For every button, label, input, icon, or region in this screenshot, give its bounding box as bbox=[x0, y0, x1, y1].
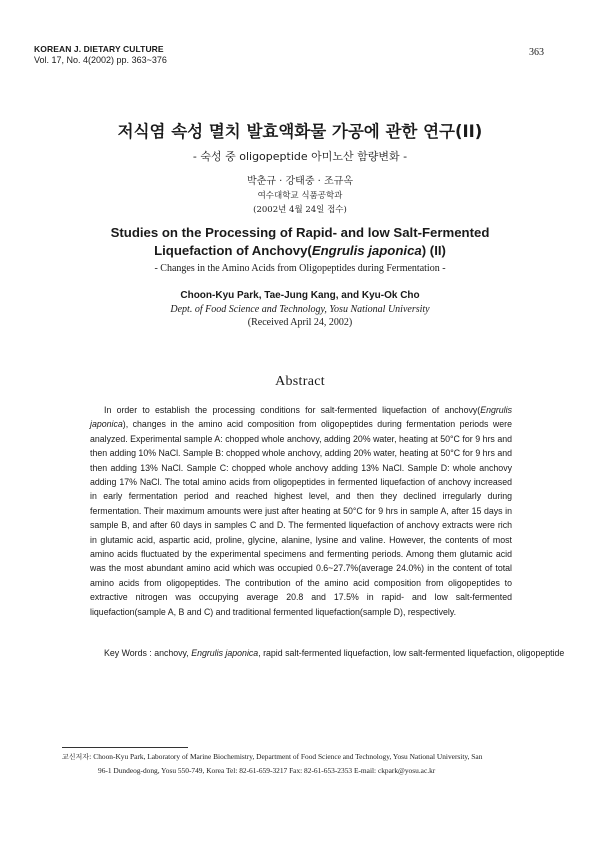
journal-name: KOREAN J. DIETARY CULTURE bbox=[34, 44, 164, 54]
korean-received-date: (2002년 4월 24일 접수) bbox=[253, 205, 347, 215]
english-authors: Choon-Kyu Park, Tae-Jung Kang, and Kyu-Ok Cho bbox=[180, 290, 420, 301]
english-title-line1: Studies on the Processing of Rapid- and low Salt-Fermented bbox=[110, 225, 490, 240]
english-title-line2-a: Liquefaction of Anchovy( bbox=[154, 243, 312, 258]
english-title-species: Engrulis japonica bbox=[311, 243, 422, 258]
footnote-label: 교신저자: bbox=[62, 753, 92, 761]
english-title-line2-b: ) (II) bbox=[421, 243, 446, 258]
english-department: Dept. of Food Science and Technology, Yosu National University bbox=[170, 304, 430, 315]
footnote-line2: 96-1 Dundeog-dong, Yosu 550-749, Korea Tel: 82-61-659-3217 Fax: 82-61-653-2353 E-mail: ckpark@yosu.ac.kr bbox=[98, 766, 436, 775]
keywords-part1: anchovy, bbox=[151, 648, 192, 658]
english-title-line2 bbox=[0, 242, 600, 260]
abstract-body bbox=[90, 403, 512, 619]
page-number: 363 bbox=[529, 47, 544, 58]
footnote-line1-text: Choon-Kyu Park, Laboratory of Marine Biochemistry, Department of Food Science and Technology, Yosu National University, San bbox=[91, 752, 483, 761]
keywords-part2: , rapid salt-fermented liquefaction, low salt-fermented liquefaction, oligopeptide bbox=[258, 648, 565, 658]
korean-authors: 박춘규 · 강태중 · 조규옥 bbox=[246, 176, 353, 187]
keywords bbox=[104, 646, 578, 660]
keywords-label: Key Words : bbox=[104, 648, 152, 658]
footnote-line1 bbox=[62, 750, 548, 764]
abstract-species: Engrulis japonica bbox=[90, 405, 512, 430]
abstract-heading: Abstract bbox=[275, 374, 325, 389]
english-received-date: (Received April 24, 2002) bbox=[247, 317, 353, 328]
english-subtitle: - Changes in the Amino Acids from Oligopeptides during Fermentation - bbox=[154, 263, 446, 274]
english-title bbox=[0, 224, 600, 260]
keywords-species: Engrulis japonica bbox=[191, 648, 259, 658]
abstract-part2: ), changes in the amino acid composition from oligopeptides during fermentation periods were analyzed. Experimental sample A: chopped whole anchovy, adding 20% water, heating at 50°C for 9 hrs and then adding 10% NaCl. Sample B: chopped whole anchovy, adding 20% water, heating at 50°C for 9 hrs and then adding 13% NaCl. Sample C: chopped whole anchovy adding 13% NaCl. Sample D: whole anchovy adding 17% NaCl. The total amino acids from oligopeptides in fermented liquefaction of anchovy increased in early fermentation period and reached highest level, and then they declined irregularly during fermentation. Their maximum amounts were just after heating at 50°C for 9 hrs in sample A, after 15 days in sample B, and after 60 days in samples C and D. The fermented liquefaction of anchovy extracts were rich in glutamic acid, aspartic acid, proline, glycine, alanine, lysine and valine. However, the contents of most amino acids fluctuated by the experimental specimens and fermenting periods. Among them glutamic acid was the most abundant amino acid which was occupied 0.6~27.7%(average 24.0%) in the content of total amino acids from oligopeptides. The contribution of the amino acid composition from oligopeptides to extractive nitrogen was occupying average 20.8 and 17.5% in rapid- and low salt-fermented liquefaction(sample A, B and C) and traditional fermented liquefaction(sample D), respectively. bbox=[90, 419, 512, 617]
korean-title: 저식염 속성 멸치 발효액화물 가공에 관한 연구(II) bbox=[117, 122, 483, 141]
journal-volume: Vol. 17, No. 4(2002) pp. 363~376 bbox=[34, 55, 167, 65]
abstract-part1: In order to establish the processing conditions for salt-fermented liquefaction of anchovy( bbox=[104, 405, 481, 415]
footnote bbox=[62, 750, 548, 777]
korean-affiliation: 여수대학교 식품공학과 bbox=[257, 191, 343, 201]
korean-subtitle: - 숙성 중 oligopeptide 아미노산 함량변화 - bbox=[192, 150, 408, 163]
footnote-rule bbox=[62, 747, 188, 748]
